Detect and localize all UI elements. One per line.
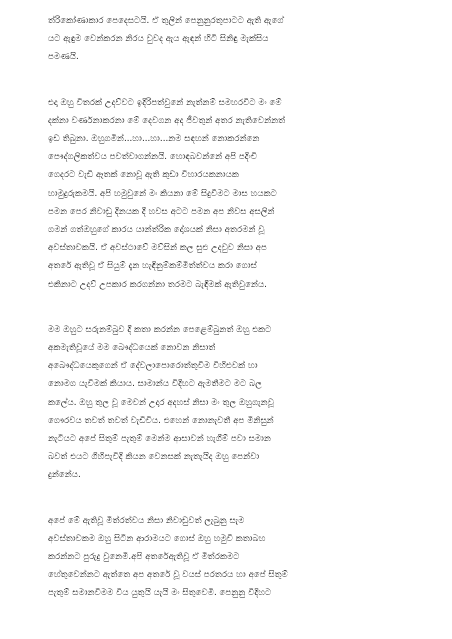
text-line: දක්නා වර්ණනාකරනා මේ දෙවගන අද ජීවතුන් අතර නැතිවෙන්නත් <box>48 115 286 126</box>
text-line: එකිනාට උදව් උපකාර කරගන්නා තරමට බැඳීමක් ඇතිවුනේය. <box>48 279 267 290</box>
text-line: දුන්නේය. <box>48 470 81 481</box>
text-line: පමන පෙර නිවාඩු දිනයක දී හවස අටට පමන අප නිවස අසලින් <box>48 206 275 217</box>
text-line: පැතුම් සමානවීමම විය යුතුයි යැයි මං සිතුවෙමි. පෙනුනු විදිහට <box>48 588 272 599</box>
text-line: යට ඇඳුම වෙන්කරන නිරය වුවද ඇය ඇඳන් හිටි සිනිඳු මැක්සිය <box>48 34 269 45</box>
text-line: හාමුදුරුකමයි. අපි හමුවුනේ මං කියනා මේ සිදුවීමට මාස හයකට <box>48 188 277 199</box>
paragraph-2 <box>48 94 426 294</box>
text-line: අබෞද්ධයෙකුගෙන් ඒ දේවලාපොරොත්තුවීම විහිළුවක් හා <box>48 361 258 372</box>
text-line: හේතුවෙන්නට ඇත්තෙ අප අතරේ වූ වයස් පරතරය හා අපේ සිතුම් <box>48 570 288 581</box>
paragraph-4 <box>48 512 426 603</box>
text-line: පමණයි. <box>48 52 79 63</box>
text-line: ත්රිකෝණාකාර පෙදෙසටයි. ඒ තුලින් පෙනුනුරතුපාටට ඇති ඇගේ <box>48 16 284 26</box>
text-line: ගෙදරට වැඩි ඈතක් නොවූ ඇති කුඩා විහාරයකනායක <box>48 170 239 181</box>
text-line: ගෞරවය තවත් තවත් වැඩිවිය. එහෙන් නොනැවතී අප මිනිසුන් <box>48 415 274 426</box>
text-line: අකමැතිවූයේ මම බෞද්ධයෙක් නොවන නිසාත් <box>48 343 216 354</box>
text-line: පෞද්ගලිකත්වය පවත්වාගන්නයි. හොඳබවන්නේ අපි පදිංචි <box>48 152 258 163</box>
text-line: ගමන් ගත්ඔහුගේ කාරය යාන්ත්රික දෝශයක් නිසා අතරමන් වූ <box>48 225 265 236</box>
text-line: අතරේ ඇතිවූ ඒ සියුම් දැන හැඳිනුම්කම්මිත්ත්වය කරා ගොස් <box>48 261 257 272</box>
text-line: කරන්නට පුරුදු වුනෙමි.අපි අතරේඇතිවූ ඒ මිත්රකමට <box>48 552 240 563</box>
text-line: බවත් එයට ගිහිපැවිදි කියන වෙනසක් නැතැයිද ඔහු පෙන්වා <box>48 452 260 463</box>
text-line: නොමග යැවීමක් කියාය. සාමාන්ය විදිහට ඇමතීමට මට බල <box>48 379 262 390</box>
text-line: අවස්තාවකයි. ඒ අවස්ථාවේ මව්සින් කල සුළු උදවුව නිසා අප <box>48 243 267 254</box>
text-line: අපේ මේ ඇතිවූ මිත්රත්වය නිසා නිවාඩුවත් ලැබුනු සැම <box>48 515 245 526</box>
paragraph-3 <box>48 321 426 485</box>
text-line: මම ඔහුට සරුනම්බුව දී කතා කරන්න පෙළෙම්බුනත් ඔහු එකට <box>48 324 272 335</box>
paragraph-1 <box>48 12 426 67</box>
text-line: නැටියට අපේ සිතුම් පැතුම් මෙන්ම ආසාවන් හැගීම් පවා සමාන <box>48 434 271 445</box>
text-line: එදා ඔහු විතරක් උදව්වට ඉදිරිපත්වුනේ නැත්නම් සමහරවිට මං මේ <box>48 97 282 108</box>
text-column <box>48 12 426 603</box>
text-line: ඉඩ තිබුනා. ඔහුගමින්...හා...හා...නම සඳහන් නොකරන්නෙ <box>48 134 260 145</box>
text-line: කලේය. ඔහු තුල වූ මෙවන් උදාර අදහස් නිසා මං තුල ඔහුගැනවූ <box>48 397 274 408</box>
text-line: අවස්තාවකම ඔහු සිටින ආරාමයට ගොස් ඔහු හමුවී කතාබහ <box>48 533 266 544</box>
